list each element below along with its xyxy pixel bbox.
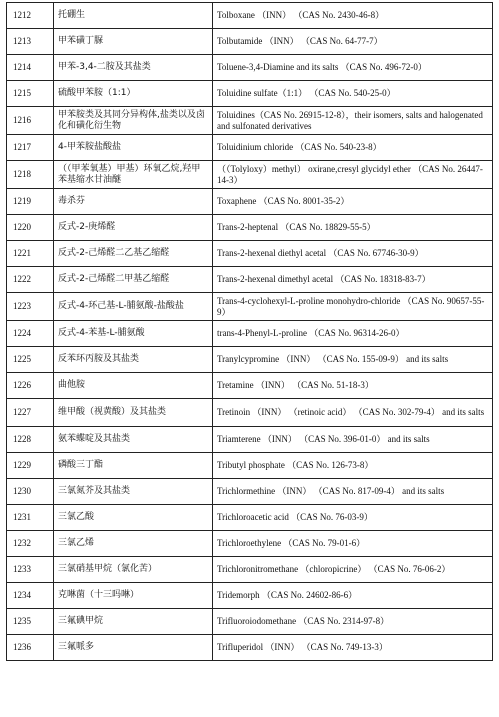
chinese-name: 三氟碘甲烷 — [54, 609, 213, 635]
table-row — [7, 241, 493, 267]
row-number: 1219 — [7, 189, 54, 215]
table-row — [7, 505, 493, 531]
table-row — [7, 107, 493, 135]
table-body — [7, 3, 493, 661]
english-name: （（Tolyloxy）methyl） oxirane,cresyl glycidyl ether （CAS No. 26447-14-3） — [213, 161, 493, 189]
chinese-name: 反式-2-庚烯醛 — [54, 215, 213, 241]
row-number: 1217 — [7, 135, 54, 161]
chinese-name: 三氟哌多 — [54, 635, 213, 661]
chinese-name: 三氯乙烯 — [54, 531, 213, 557]
english-name: Tretamine （INN） （CAS No. 51-18-3） — [213, 373, 493, 399]
chinese-name: 反式-2-己烯醛二乙基乙缩醛 — [54, 241, 213, 267]
english-name: Trans-4-cyclohexyl-L-proline monohydro-chloride （CAS No. 90657-55-9） — [213, 293, 493, 321]
table-row — [7, 161, 493, 189]
row-number: 1232 — [7, 531, 54, 557]
row-number: 1224 — [7, 321, 54, 347]
chinese-name: 甲苯胺类及其同分异构体,盐类以及卤化和磺化衍生物 — [54, 107, 213, 135]
chinese-name: 三氯氮芥及其盐类 — [54, 479, 213, 505]
row-number: 1231 — [7, 505, 54, 531]
table-row — [7, 373, 493, 399]
chinese-name: 反苯环丙胺及其盐类 — [54, 347, 213, 373]
row-number: 1214 — [7, 55, 54, 81]
chinese-name: 维甲酸（视黄酸）及其盐类 — [54, 399, 213, 427]
chinese-name: 氨苯蝶啶及其盐类 — [54, 427, 213, 453]
table-row — [7, 321, 493, 347]
row-number: 1221 — [7, 241, 54, 267]
table-row — [7, 609, 493, 635]
row-number: 1227 — [7, 399, 54, 427]
row-number: 1233 — [7, 557, 54, 583]
row-number: 1223 — [7, 293, 54, 321]
row-number: 1215 — [7, 81, 54, 107]
table-row — [7, 399, 493, 427]
table-row — [7, 3, 493, 29]
english-name: Toluidinium chloride （CAS No. 540-23-8） — [213, 135, 493, 161]
table-row — [7, 267, 493, 293]
chinese-name: 磷酸三丁酯 — [54, 453, 213, 479]
chinese-name: 托硼生 — [54, 3, 213, 29]
english-name: Tranylcypromine （INN） （CAS No. 155-09-9） and its salts — [213, 347, 493, 373]
english-name: Trans-2-hexenal dimethyl acetal （CAS No. 18318-83-7） — [213, 267, 493, 293]
table-row — [7, 29, 493, 55]
table-row — [7, 531, 493, 557]
chinese-name: 三氯硝基甲烷（氯化苦） — [54, 557, 213, 583]
chinese-name: 反式-4-苯基-L-脯氨酸 — [54, 321, 213, 347]
table-row — [7, 347, 493, 373]
chinese-name: 反式-2-己烯醛二甲基乙缩醛 — [54, 267, 213, 293]
english-name: Trichloronitromethane （chloropicrine） （CAS No. 76-06-2） — [213, 557, 493, 583]
english-name: Toxaphene （CAS No. 8001-35-2） — [213, 189, 493, 215]
table-row — [7, 583, 493, 609]
row-number: 1222 — [7, 267, 54, 293]
english-name: Tolbutamide （INN） （CAS No. 64-77-7） — [213, 29, 493, 55]
row-number: 1213 — [7, 29, 54, 55]
table-row — [7, 189, 493, 215]
english-name: Toluene-3,4-Diamine and its salts （CAS No. 496-72-0） — [213, 55, 493, 81]
row-number: 1218 — [7, 161, 54, 189]
row-number: 1228 — [7, 427, 54, 453]
chinese-name: 硫酸甲苯胺（1:1） — [54, 81, 213, 107]
row-number: 1234 — [7, 583, 54, 609]
english-name: Trichloroacetic acid （CAS No. 76-03-9） — [213, 505, 493, 531]
table-row — [7, 453, 493, 479]
chinese-name: 克啉菌（十三吗啉） — [54, 583, 213, 609]
document-page — [6, 2, 493, 661]
table-row — [7, 55, 493, 81]
english-name: Trifluoroiodomethane （CAS No. 2314-97-8） — [213, 609, 493, 635]
english-name: Tretinoin （INN） （retinoic acid） （CAS No. 302-79-4） and its salts — [213, 399, 493, 427]
row-number: 1225 — [7, 347, 54, 373]
english-name: Tolboxane （INN） （CAS No. 2430-46-8） — [213, 3, 493, 29]
table-row — [7, 635, 493, 661]
row-number: 1220 — [7, 215, 54, 241]
chinese-name: 三氯乙酸 — [54, 505, 213, 531]
english-name: Trans-2-hexenal diethyl acetal （CAS No. 67746-30-9） — [213, 241, 493, 267]
row-number: 1236 — [7, 635, 54, 661]
table-row — [7, 427, 493, 453]
english-name: Tributyl phosphate （CAS No. 126-73-8） — [213, 453, 493, 479]
english-name: Trichlormethine （INN） （CAS No. 817-09-4） and its salts — [213, 479, 493, 505]
english-name: Toluidine sulfate（1:1） （CAS No. 540-25-0） — [213, 81, 493, 107]
chinese-name: （（甲苯氧基）甲基）环氧乙烷,羟甲苯基缩水甘油醚 — [54, 161, 213, 189]
row-number: 1235 — [7, 609, 54, 635]
row-number: 1212 — [7, 3, 54, 29]
chinese-name: 毒杀芬 — [54, 189, 213, 215]
english-name: Trans-2-heptenal （CAS No. 18829-55-5） — [213, 215, 493, 241]
row-number: 1226 — [7, 373, 54, 399]
english-name: Tridemorph （CAS No. 24602-86-6） — [213, 583, 493, 609]
table-row — [7, 81, 493, 107]
row-number: 1229 — [7, 453, 54, 479]
chinese-name: 曲他胺 — [54, 373, 213, 399]
chinese-name: 甲苯磺丁脲 — [54, 29, 213, 55]
substance-table — [6, 2, 493, 661]
english-name: Triamterene （INN） （CAS No. 396-01-0） and its salts — [213, 427, 493, 453]
row-number: 1216 — [7, 107, 54, 135]
table-row — [7, 479, 493, 505]
chinese-name: 反式-4-环己基-L-脯氨酸-盐酸盐 — [54, 293, 213, 321]
table-row — [7, 135, 493, 161]
chinese-name: 4-甲苯胺盐酸盐 — [54, 135, 213, 161]
table-row — [7, 557, 493, 583]
table-row — [7, 293, 493, 321]
english-name: trans-4-Phenyl-L-proline （CAS No. 96314-26-0） — [213, 321, 493, 347]
english-name: Trichloroethylene （CAS No. 79-01-6） — [213, 531, 493, 557]
english-name: Toluidines（CAS No. 26915-12-8），their isomers, salts and halogenated and sulfonated derivatives — [213, 107, 493, 135]
table-row — [7, 215, 493, 241]
chinese-name: 甲苯-3,4-二胺及其盐类 — [54, 55, 213, 81]
row-number: 1230 — [7, 479, 54, 505]
english-name: Trifluperidol （INN） （CAS No. 749-13-3） — [213, 635, 493, 661]
